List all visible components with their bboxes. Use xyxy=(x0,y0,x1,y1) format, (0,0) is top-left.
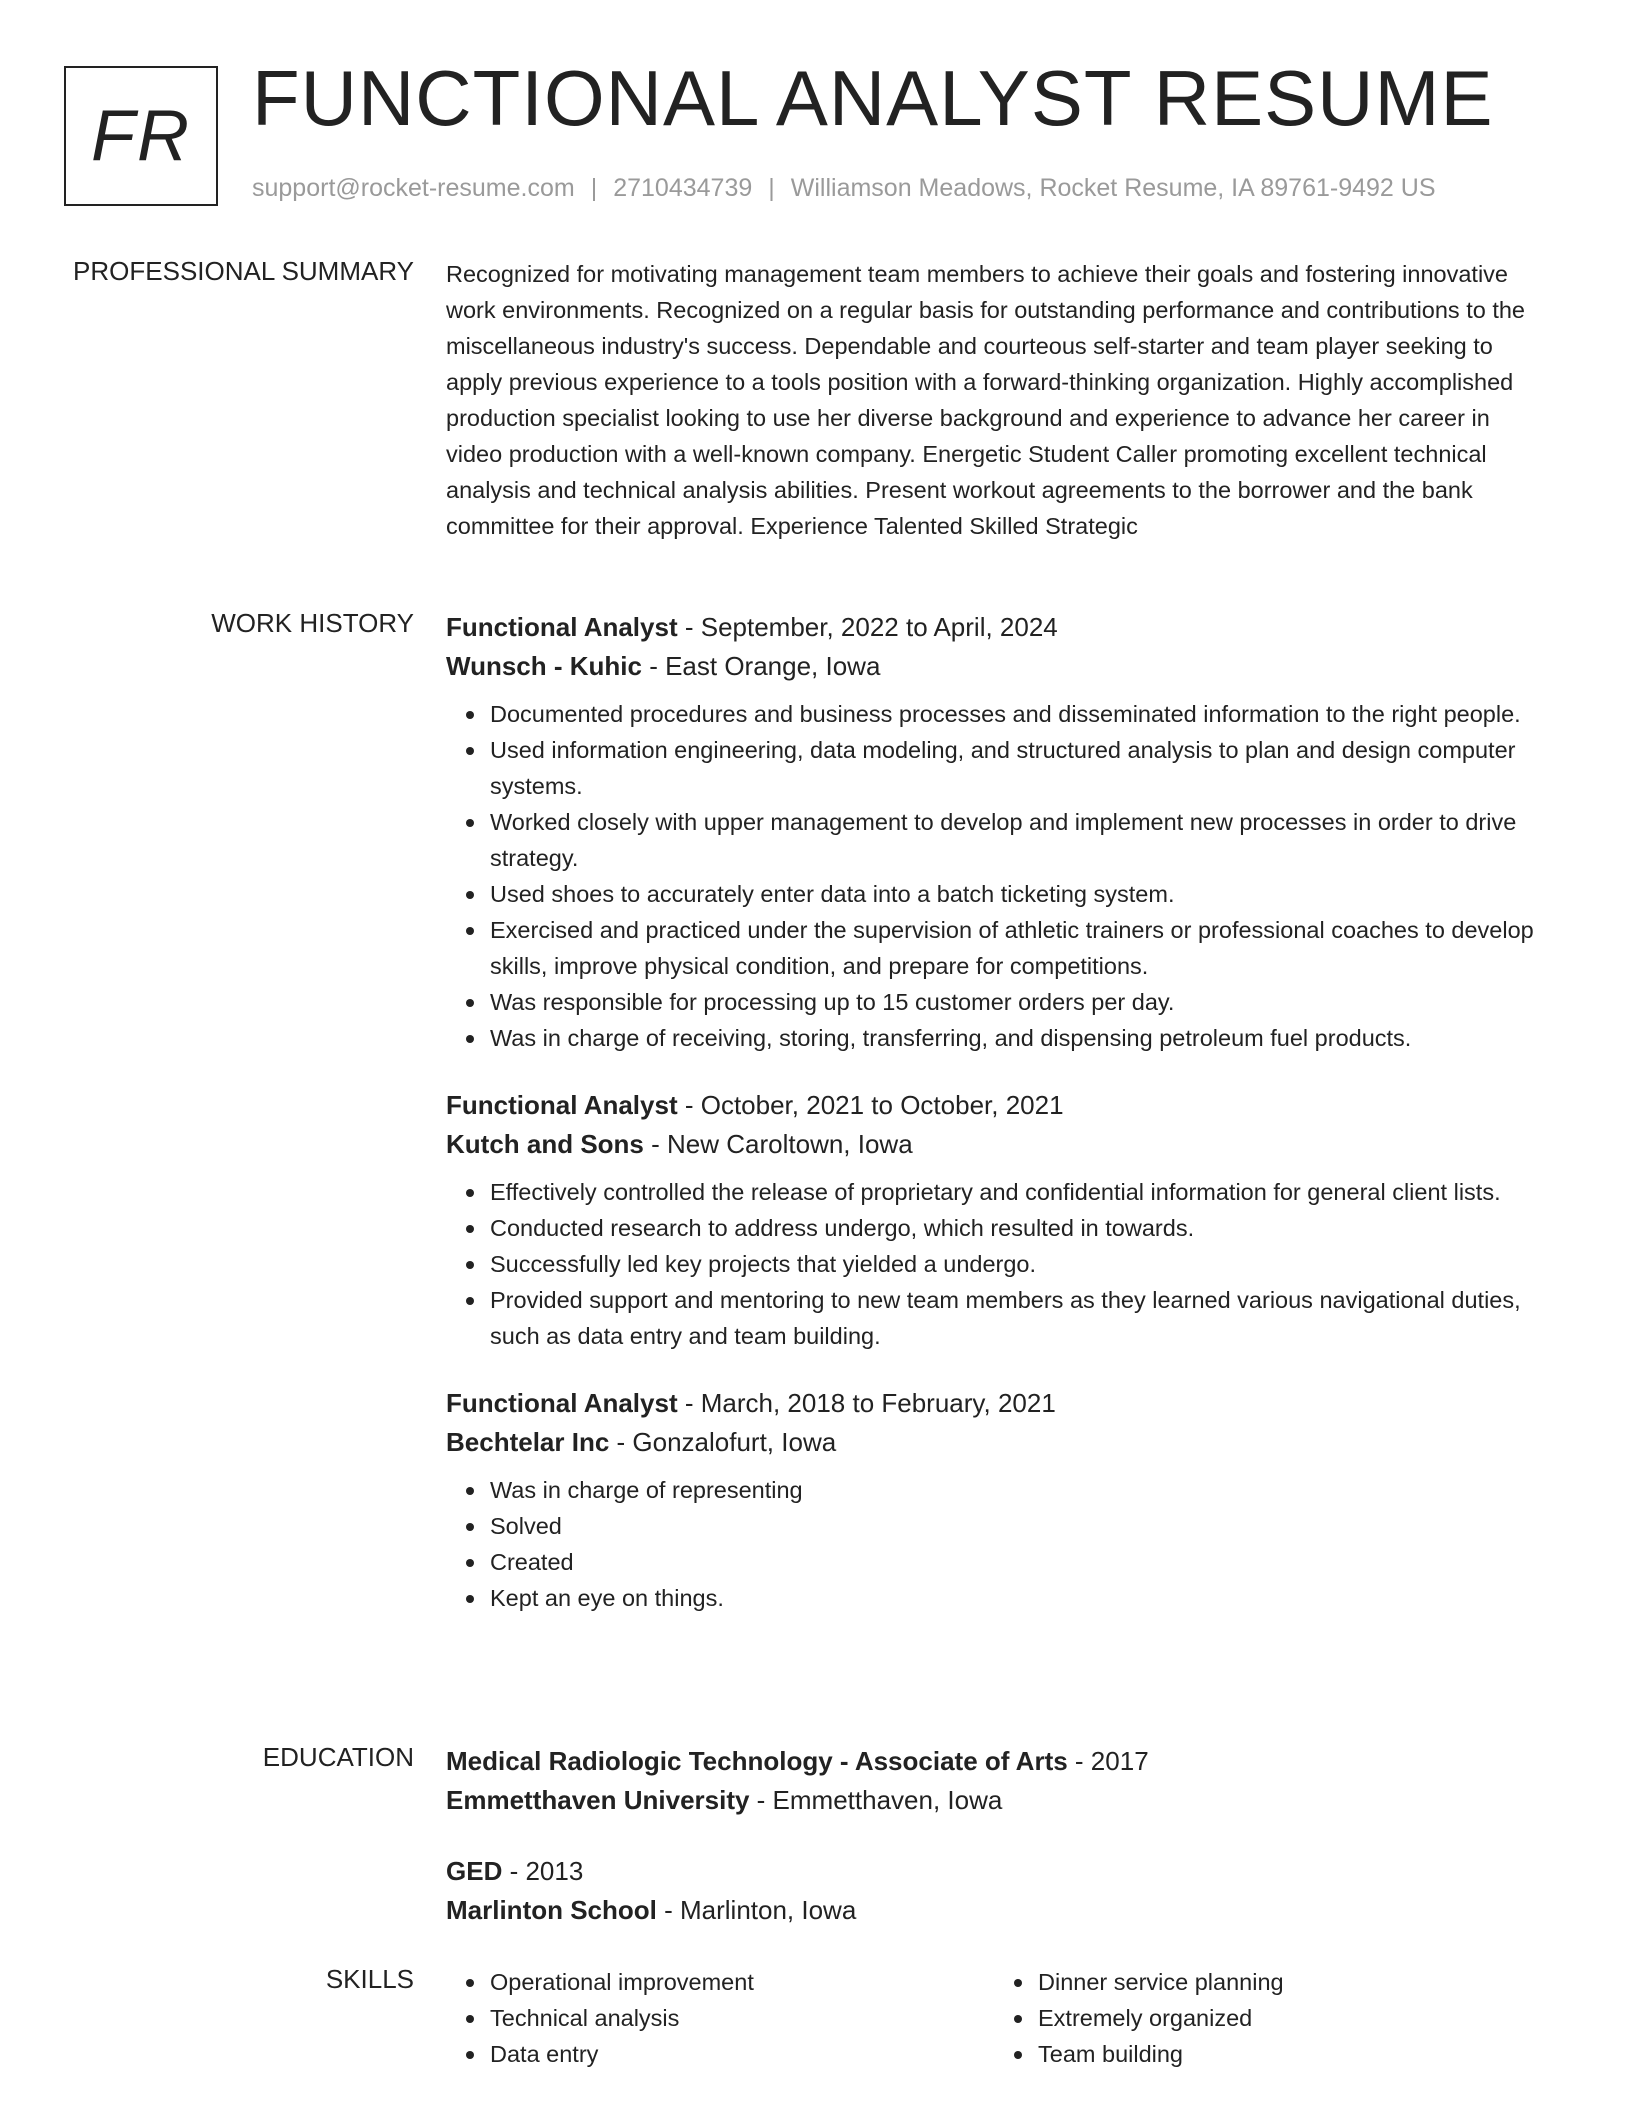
job-title: Functional Analyst xyxy=(446,612,678,642)
monogram-logo: FR xyxy=(64,66,218,206)
job-company: Wunsch - Kuhic xyxy=(446,651,642,681)
education-entry xyxy=(446,1742,1546,1820)
education-degree-line xyxy=(446,1852,1546,1891)
education-school: Marlinton School xyxy=(446,1895,657,1925)
job-company-line xyxy=(446,1423,1546,1462)
skills-list xyxy=(994,1964,1542,2072)
summary-body xyxy=(446,256,1546,544)
skill-item: Data entry xyxy=(490,2036,994,2072)
job-location: - Gonzalofurt, Iowa xyxy=(609,1427,837,1457)
job-bullet: Exercised and practiced under the supervision of athletic trainers or professional coaches to develop skills, improve physical condition, and prepare for competitions. xyxy=(490,912,1546,984)
job-dates: - October, 2021 to October, 2021 xyxy=(677,1090,1064,1120)
section-label-skills: SKILLS xyxy=(325,1964,414,1994)
job-dates: - March, 2018 to February, 2021 xyxy=(677,1388,1056,1418)
job-dates: - September, 2022 to April, 2024 xyxy=(677,612,1058,642)
job-title: Functional Analyst xyxy=(446,1090,678,1120)
job-bullet: Solved xyxy=(490,1508,1546,1544)
job-bullets xyxy=(446,1472,1546,1616)
contact-phone[interactable]: 2710434739 xyxy=(613,174,753,202)
contact-line xyxy=(252,174,1436,203)
education-year: - 2017 xyxy=(1067,1746,1149,1776)
skill-item: Extremely organized xyxy=(1038,2000,1542,2036)
job-bullet: Documented procedures and business processes and disseminated information to the right people. xyxy=(490,696,1546,732)
education-degree: Medical Radiologic Technology - Associate of Arts xyxy=(446,1746,1068,1776)
education-degree-line xyxy=(446,1742,1546,1781)
job-location: - New Caroltown, Iowa xyxy=(643,1129,913,1159)
education-location: - Emmetthaven, Iowa xyxy=(749,1785,1003,1815)
job-location: - East Orange, Iowa xyxy=(641,651,881,681)
education-location: - Marlinton, Iowa xyxy=(656,1895,857,1925)
skills-body xyxy=(446,1964,1546,2072)
contact-separator: | xyxy=(768,174,775,202)
job-entry xyxy=(446,1384,1546,1616)
contact-email[interactable]: support@rocket-resume.com xyxy=(252,174,575,202)
skill-item: Team building xyxy=(1038,2036,1542,2072)
job-bullets xyxy=(446,1174,1546,1354)
education-year: - 2013 xyxy=(502,1856,584,1886)
skill-item: Operational improvement xyxy=(490,1964,994,2000)
job-bullet: Used shoes to accurately enter data into a batch ticketing system. xyxy=(490,876,1546,912)
skills-grid xyxy=(446,1964,1546,2072)
resume-title: FUNCTIONAL ANALYST RESUME xyxy=(252,54,1494,142)
job-company: Bechtelar Inc xyxy=(446,1427,610,1457)
job-bullet: Conducted research to address undergo, which resulted in towards. xyxy=(490,1210,1546,1246)
job-company: Kutch and Sons xyxy=(446,1129,644,1159)
education-school-line xyxy=(446,1891,1546,1930)
job-title-line xyxy=(446,608,1546,647)
contact-address: Williamson Meadows, Rocket Resume, IA 89761-9492 US xyxy=(790,174,1436,202)
education-degree: GED xyxy=(446,1856,503,1886)
education-entry xyxy=(446,1852,1546,1930)
education-school-line xyxy=(446,1781,1546,1820)
section-label-education: EDUCATION xyxy=(262,1742,414,1772)
job-company-line xyxy=(446,647,1546,686)
job-entry xyxy=(446,608,1546,1056)
contact-separator: | xyxy=(590,174,598,202)
section-label-summary: PROFESSIONAL SUMMARY xyxy=(73,256,414,286)
work-history-body xyxy=(446,608,1546,1616)
job-bullet: Worked closely with upper management to develop and implement new processes in order to drive strategy. xyxy=(490,804,1546,876)
job-company-line xyxy=(446,1125,1546,1164)
education-school: Emmetthaven University xyxy=(446,1785,750,1815)
job-bullet: Provided support and mentoring to new team members as they learned various navigational duties, such as data entry and team building. xyxy=(490,1282,1546,1354)
skills-column-right xyxy=(994,1964,1542,2072)
job-bullet: Kept an eye on things. xyxy=(490,1580,1546,1616)
education-body xyxy=(446,1742,1546,1930)
job-bullet: Used information engineering, data modeling, and structured analysis to plan and design computer systems. xyxy=(490,732,1546,804)
job-title-line xyxy=(446,1086,1546,1125)
job-bullet: Effectively controlled the release of proprietary and confidential information for general client lists. xyxy=(490,1174,1546,1210)
job-bullet: Created xyxy=(490,1544,1546,1580)
section-label-work-history: WORK HISTORY xyxy=(211,608,414,638)
job-bullets xyxy=(446,696,1546,1056)
job-title: Functional Analyst xyxy=(446,1388,678,1418)
skill-item: Dinner service planning xyxy=(1038,1964,1542,2000)
job-bullet: Was in charge of receiving, storing, transferring, and dispensing petroleum fuel products. xyxy=(490,1020,1546,1056)
skills-list xyxy=(446,1964,994,2072)
job-title-line xyxy=(446,1384,1546,1423)
job-bullet: Successfully led key projects that yielded a undergo. xyxy=(490,1246,1546,1282)
summary-text: Recognized for motivating management team members to achieve their goals and fostering innovative work environments. Recognized on a regular basis for outstanding performance and contributions to the miscellaneous industry's success. Dependable and courteous self-starter and team player seeking to apply previous experience to a tools position with a forward-thinking organization. Highly accomplished production specialist looking to use her diverse background and experience to advance her career in video production with a well-known company. Energetic Student Caller promoting excellent technical analysis and technical analysis abilities. Present workout agreements to the borrower and the bank committee for their approval. Experience Talented Skilled Strategic xyxy=(446,261,1526,539)
job-bullet: Was responsible for processing up to 15 customer orders per day. xyxy=(490,984,1546,1020)
skill-item: Technical analysis xyxy=(490,2000,994,2036)
job-bullet: Was in charge of representing xyxy=(490,1472,1546,1508)
skills-column-left xyxy=(446,1964,994,2072)
job-entry xyxy=(446,1086,1546,1354)
